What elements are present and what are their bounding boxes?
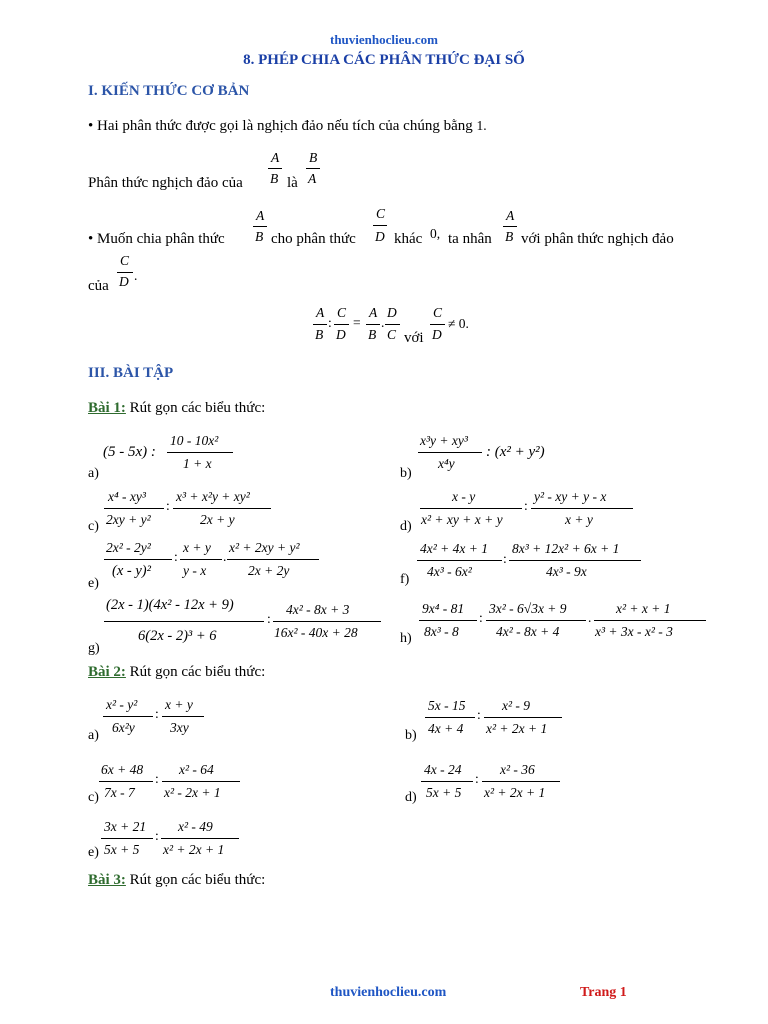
frac-C: C bbox=[433, 305, 443, 320]
b2d-den-1: 5x + 5 bbox=[426, 785, 462, 800]
b1f-num-2: 8x³ + 12x² + 6x + 1 bbox=[512, 541, 620, 556]
frac-line bbox=[161, 838, 239, 839]
inverse-la: là bbox=[287, 175, 298, 191]
frac-line bbox=[531, 508, 633, 509]
frac-line bbox=[594, 620, 706, 621]
frac-line bbox=[306, 168, 320, 169]
b1a-prefix: (5 - 5x) : bbox=[103, 444, 156, 460]
theory-p3-d: ta nhân bbox=[448, 231, 492, 247]
frac-A: A bbox=[506, 208, 515, 223]
b1e-den-1: (x - y)² bbox=[112, 563, 151, 579]
theory-p3-c: khác bbox=[394, 231, 423, 247]
theory-p3-zero: 0, bbox=[430, 226, 441, 241]
frac-line bbox=[509, 560, 641, 561]
frac-line bbox=[503, 226, 517, 227]
frac-D: D bbox=[119, 274, 129, 289]
frac-D: D bbox=[375, 229, 385, 244]
op-divide: : bbox=[475, 771, 479, 786]
frac-C: C bbox=[337, 305, 347, 320]
section-heading-exercises: III. BÀI TẬP bbox=[88, 365, 174, 381]
b2b-den-1: 4x + 4 bbox=[428, 721, 464, 736]
b2d-num-2: x² - 36 bbox=[500, 762, 535, 777]
op-divide: : bbox=[477, 707, 481, 722]
frac-line bbox=[180, 559, 222, 560]
frac-A: A bbox=[316, 305, 325, 320]
frac-line bbox=[167, 452, 233, 453]
period: . bbox=[134, 268, 138, 283]
b1d-num-1: x - y bbox=[452, 489, 476, 504]
b1g-num-1: (2x - 1)(4x² - 12x + 9) bbox=[106, 597, 234, 613]
frac-line bbox=[117, 272, 133, 273]
b1b-denominator: x⁴y bbox=[438, 456, 455, 471]
b1h-num-3: x² + x + 1 bbox=[616, 601, 671, 616]
b2a-den-1: 6x²y bbox=[112, 720, 135, 735]
item-label-g: g) bbox=[88, 641, 100, 656]
frac-D: D bbox=[387, 305, 397, 320]
b1g-num-2: 4x² - 8x + 3 bbox=[286, 602, 350, 617]
b1f-den-2: 4x³ - 9x bbox=[546, 564, 587, 579]
b2c-num-2: x² - 64 bbox=[179, 762, 214, 777]
frac-line bbox=[334, 324, 349, 325]
frac-line bbox=[417, 560, 502, 561]
frac-line bbox=[430, 324, 445, 325]
op-divide: : bbox=[524, 498, 528, 513]
b1c-num-2: x³ + x²y + xy² bbox=[176, 489, 250, 504]
b1f-num-1: 4x² + 4x + 1 bbox=[420, 541, 489, 556]
op-dot: . bbox=[588, 610, 592, 625]
b1g-den-2: 16x² - 40x + 28 bbox=[274, 625, 358, 640]
b1e-den-3: 2x + 2y bbox=[248, 563, 290, 578]
op-divide: : bbox=[328, 315, 332, 330]
frac-B: B bbox=[368, 327, 377, 342]
item-label-c: c) bbox=[88, 519, 99, 534]
frac-line bbox=[253, 226, 267, 227]
frac-D: D bbox=[432, 327, 442, 342]
b1h-den-3: x³ + 3x - x² - 3 bbox=[595, 624, 673, 639]
b2a-den-2: 3xy bbox=[170, 720, 189, 735]
frac-line bbox=[162, 716, 204, 717]
b1c-num-1: x⁴ - xy³ bbox=[108, 489, 146, 504]
item-label-a: a) bbox=[88, 728, 99, 743]
frac-line bbox=[373, 225, 387, 226]
frac-line bbox=[418, 452, 482, 453]
frac-B: B bbox=[255, 229, 264, 244]
frac-line bbox=[421, 781, 473, 782]
inverse-label: Phân thức nghịch đảo của bbox=[88, 175, 243, 191]
frac-line bbox=[99, 781, 153, 782]
b1c-den-2: 2x + y bbox=[200, 512, 235, 527]
exercise-1-text: Rút gọn các biểu thức: bbox=[125, 400, 266, 416]
frac-line bbox=[273, 621, 381, 622]
b1b-suffix: : (x² + y²) bbox=[486, 444, 545, 460]
b2d-den-2: x² + 2x + 1 bbox=[484, 785, 546, 800]
op-divide: : bbox=[174, 549, 178, 564]
op-equals: = bbox=[353, 315, 361, 330]
item-label-h: h) bbox=[400, 631, 412, 646]
frac-line bbox=[482, 781, 560, 782]
b1e-num-1: 2x² - 2y² bbox=[106, 540, 151, 555]
frac-line bbox=[484, 717, 562, 718]
b1h-num-2: 3x² - 6√3x + 9 bbox=[489, 601, 567, 616]
frac-C: C bbox=[376, 206, 386, 221]
frac-C: C bbox=[120, 253, 130, 268]
op-divide: : bbox=[155, 771, 159, 786]
exercise-3-text: Rút gọn các biểu thức: bbox=[125, 872, 266, 888]
frac-line bbox=[104, 559, 172, 560]
b2e-num-2: x² - 49 bbox=[178, 819, 213, 834]
b1h-num-1: 9x⁴ - 81 bbox=[422, 601, 465, 616]
op-divide: : bbox=[267, 611, 271, 626]
op-divide: : bbox=[166, 498, 170, 513]
item-label-b: b) bbox=[400, 466, 412, 481]
formula-voi: với bbox=[404, 330, 424, 346]
frac-line bbox=[268, 168, 282, 169]
frac-A: A bbox=[308, 171, 317, 186]
b1b-numerator: x³y + xy³ bbox=[420, 433, 468, 448]
item-label-d: d) bbox=[400, 519, 412, 534]
exercise-2-label: Bài 2: bbox=[88, 664, 126, 680]
frac-B: B bbox=[270, 171, 279, 186]
b1h-den-2: 4x² - 8x + 4 bbox=[496, 624, 560, 639]
item-label-e: e) bbox=[88, 576, 99, 591]
frac-line bbox=[101, 838, 153, 839]
b2b-num-1: 5x - 15 bbox=[428, 698, 466, 713]
b2a-num-1: x² - y² bbox=[106, 697, 138, 712]
frac-B: B bbox=[309, 150, 318, 165]
frac-C: C bbox=[387, 327, 397, 342]
frac-A: A bbox=[256, 208, 265, 223]
b2a-num-2: x + y bbox=[165, 697, 193, 712]
b1a-numerator: 10 - 10x² bbox=[170, 433, 219, 448]
op-dot: . bbox=[381, 315, 385, 330]
frac-line bbox=[366, 324, 380, 325]
b2c-den-1: 7x - 7 bbox=[104, 785, 135, 800]
op-divide: : bbox=[503, 551, 507, 566]
frac-line bbox=[420, 508, 522, 509]
frac-line bbox=[313, 324, 327, 325]
exercise-1-label: Bài 1: bbox=[88, 400, 126, 416]
b2b-num-2: x² - 9 bbox=[502, 698, 531, 713]
page-title: 8. PHÉP CHIA CÁC PHÂN THỨC ĐẠI SỐ bbox=[243, 52, 525, 68]
frac-line bbox=[419, 620, 477, 621]
b1d-den-1: x² + xy + x + y bbox=[421, 512, 503, 527]
b1d-num-2: y² - xy + y - x bbox=[534, 489, 607, 504]
footer-site-link[interactable]: thuvienhoclieu.com bbox=[330, 985, 447, 1000]
site-header[interactable]: thuvienhoclieu.com bbox=[330, 32, 438, 47]
theory-p3-b: cho phân thức bbox=[271, 231, 356, 247]
item-label-c: c) bbox=[88, 790, 99, 805]
op-divide: : bbox=[155, 828, 159, 843]
b1e-num-3: x² + 2xy + y² bbox=[229, 540, 300, 555]
frac-A: A bbox=[271, 150, 280, 165]
formula-not-zero: ≠ 0. bbox=[448, 316, 469, 331]
theory-p3-a: • Muốn chia phân thức bbox=[88, 231, 225, 247]
frac-line bbox=[103, 716, 153, 717]
exercise-2-heading bbox=[88, 664, 265, 681]
frac-B: B bbox=[505, 229, 514, 244]
theory-paragraph-1 bbox=[88, 118, 487, 135]
frac-line bbox=[425, 717, 475, 718]
op-dot: . bbox=[223, 549, 227, 564]
b1g-den-1: 6(2x - 2)³ + 6 bbox=[138, 628, 217, 644]
b1e-den-2: y - x bbox=[183, 563, 207, 578]
exercise-3-heading bbox=[88, 872, 265, 889]
exercise-1-heading bbox=[88, 400, 265, 417]
item-label-d: d) bbox=[405, 790, 417, 805]
exercise-3-label: Bài 3: bbox=[88, 872, 126, 888]
page-number: Trang 1 bbox=[580, 985, 627, 1000]
item-label-f: f) bbox=[400, 572, 410, 587]
b1a-denominator: 1 + x bbox=[183, 456, 212, 471]
frac-line bbox=[486, 620, 586, 621]
frac-A: A bbox=[369, 305, 378, 320]
exercise-2-text: Rút gọn các biểu thức: bbox=[125, 664, 266, 680]
b2d-num-1: 4x - 24 bbox=[424, 762, 462, 777]
frac-B: B bbox=[315, 327, 324, 342]
b2c-num-1: 6x + 48 bbox=[101, 762, 144, 777]
b1c-den-1: 2xy + y² bbox=[106, 512, 151, 527]
frac-line bbox=[385, 324, 400, 325]
frac-line bbox=[104, 508, 164, 509]
op-divide: : bbox=[479, 610, 483, 625]
item-label-e: e) bbox=[88, 845, 99, 860]
frac-line bbox=[173, 508, 271, 509]
b1d-den-2: x + y bbox=[565, 512, 593, 527]
b1f-den-1: 4x³ - 6x² bbox=[427, 564, 472, 579]
frac-line bbox=[104, 621, 264, 622]
frac-D: D bbox=[336, 327, 346, 342]
b2e-num-1: 3x + 21 bbox=[104, 819, 147, 834]
b1h-den-1: 8x³ - 8 bbox=[424, 624, 459, 639]
item-label-a: a) bbox=[88, 466, 99, 481]
frac-line bbox=[227, 559, 319, 560]
theory-p4: của bbox=[88, 278, 109, 294]
section-heading-theory: I. KIẾN THỨC CƠ BẢN bbox=[88, 83, 250, 99]
frac-line bbox=[162, 781, 240, 782]
b1e-num-2: x + y bbox=[183, 540, 211, 555]
theory-p3-e: với phân thức nghịch đảo bbox=[521, 231, 674, 247]
theory-p1-text: • Hai phân thức được gọi là nghịch đảo nếu tích của chúng bằng bbox=[88, 118, 473, 134]
op-divide: : bbox=[155, 706, 159, 721]
b2b-den-2: x² + 2x + 1 bbox=[486, 721, 548, 736]
b2e-den-2: x² + 2x + 1 bbox=[163, 842, 225, 857]
b2e-den-1: 5x + 5 bbox=[104, 842, 140, 857]
theory-p1-value: 1. bbox=[476, 118, 487, 133]
item-label-b: b) bbox=[405, 728, 417, 743]
b2c-den-2: x² - 2x + 1 bbox=[164, 785, 221, 800]
